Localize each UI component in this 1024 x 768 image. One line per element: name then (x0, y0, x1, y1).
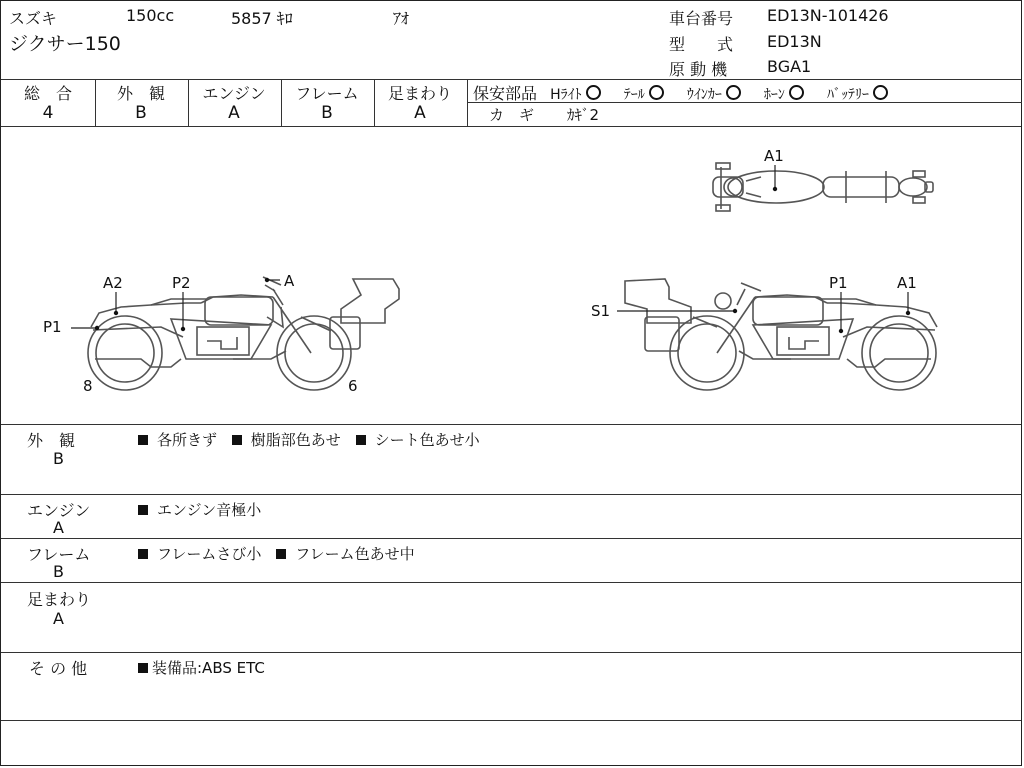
note-grade-engine: A (53, 518, 64, 537)
mark-left-8: 8 (83, 377, 93, 395)
type-value: ED13N (767, 32, 822, 51)
safety-item-battery: ﾊﾞｯﾃﾘｰ (827, 87, 888, 103)
mark-right-a1: A1 (897, 274, 917, 292)
grade-value-suspension: A (414, 103, 426, 123)
grade-value-exterior: B (135, 103, 147, 123)
damage-diagram (1, 127, 1021, 423)
ok-circle-icon (726, 85, 741, 100)
key-value: ｶｷﾞ2 (567, 106, 600, 124)
body-color: ｱｵ (393, 9, 410, 28)
note-grade-suspension: A (53, 609, 64, 628)
mark-right-s1: S1 (591, 302, 611, 320)
ok-circle-icon (789, 85, 804, 100)
note-label-engine: エンジン (27, 501, 91, 520)
mark-left-6: 6 (348, 377, 358, 395)
grade-value-overall: 4 (42, 103, 54, 123)
displacement: 150cc (126, 6, 175, 25)
key-label: カ ギ (489, 106, 535, 124)
grade-label-overall: 総 合 (23, 84, 72, 103)
type-label: 型 式 (669, 35, 734, 54)
ok-circle-icon (873, 85, 888, 100)
note-items-frame: フレームさび小 フレーム色あせ中 (138, 543, 425, 564)
note-label-other: そ の 他 (29, 659, 88, 678)
safety-item-tail: ﾃｰﾙ (624, 87, 664, 103)
divider (1, 79, 1021, 80)
mark-top-a1: A1 (764, 147, 784, 165)
safety-item-headlight: Hﾗｲﾄ (550, 87, 601, 103)
bullet-square-icon (356, 435, 366, 445)
ok-circle-icon (649, 85, 664, 100)
note-items-other: 装備品:ABS ETC (138, 657, 265, 678)
engine-label: 原 動 機 (669, 60, 728, 79)
bullet-square-icon (138, 435, 148, 445)
mark-left-a: A (284, 272, 295, 290)
grade-label-engine: エンジン (202, 84, 266, 103)
note-label-suspension: 足まわり (27, 590, 92, 609)
engine-value: BGA1 (767, 57, 812, 76)
note-items-exterior: 各所きず 樹脂部色あせ シート色あせ小 (138, 429, 490, 450)
frame-no: ED13N-101426 (767, 6, 889, 25)
bullet-square-icon (138, 505, 148, 515)
safety-item-winker: ｳｲﾝｶｰ (687, 87, 741, 103)
mark-right-p1: P1 (829, 274, 848, 292)
frame-no-label: 車台番号 (669, 9, 734, 28)
mileage: 5857 ｷﾛ (231, 9, 293, 28)
bullet-square-icon (232, 435, 242, 445)
ok-circle-icon (586, 85, 601, 100)
grade-label-suspension: 足まわり (387, 84, 452, 103)
grade-value-frame: B (321, 103, 333, 123)
mark-left-a2: A2 (103, 274, 123, 292)
grade-label-exterior: 外 観 (116, 84, 165, 103)
note-grade-exterior: B (53, 449, 64, 468)
bike-right-view (625, 279, 937, 390)
bullet-square-icon (276, 549, 286, 559)
bike-left-view (88, 277, 399, 390)
mark-left-p2: P2 (172, 274, 191, 292)
note-items-engine: エンジン音極小 (138, 499, 271, 520)
model-name: ジクサー150 (9, 33, 121, 55)
note-label-exterior: 外 観 (27, 431, 76, 450)
maker: スズキ (9, 9, 58, 28)
safety-parts-row (473, 81, 888, 104)
mark-left-p1: P1 (43, 318, 62, 336)
bullet-square-icon (138, 549, 148, 559)
safety-title: 保安部品 (473, 84, 538, 103)
note-label-frame: フレーム (27, 545, 91, 564)
safety-item-horn: ﾎｰﾝ (764, 87, 804, 103)
bike-top-view (713, 163, 933, 211)
bullet-square-icon (138, 663, 148, 673)
note-grade-frame: B (53, 562, 64, 581)
grade-value-engine: A (228, 103, 240, 123)
grade-label-frame: フレーム (295, 84, 359, 103)
